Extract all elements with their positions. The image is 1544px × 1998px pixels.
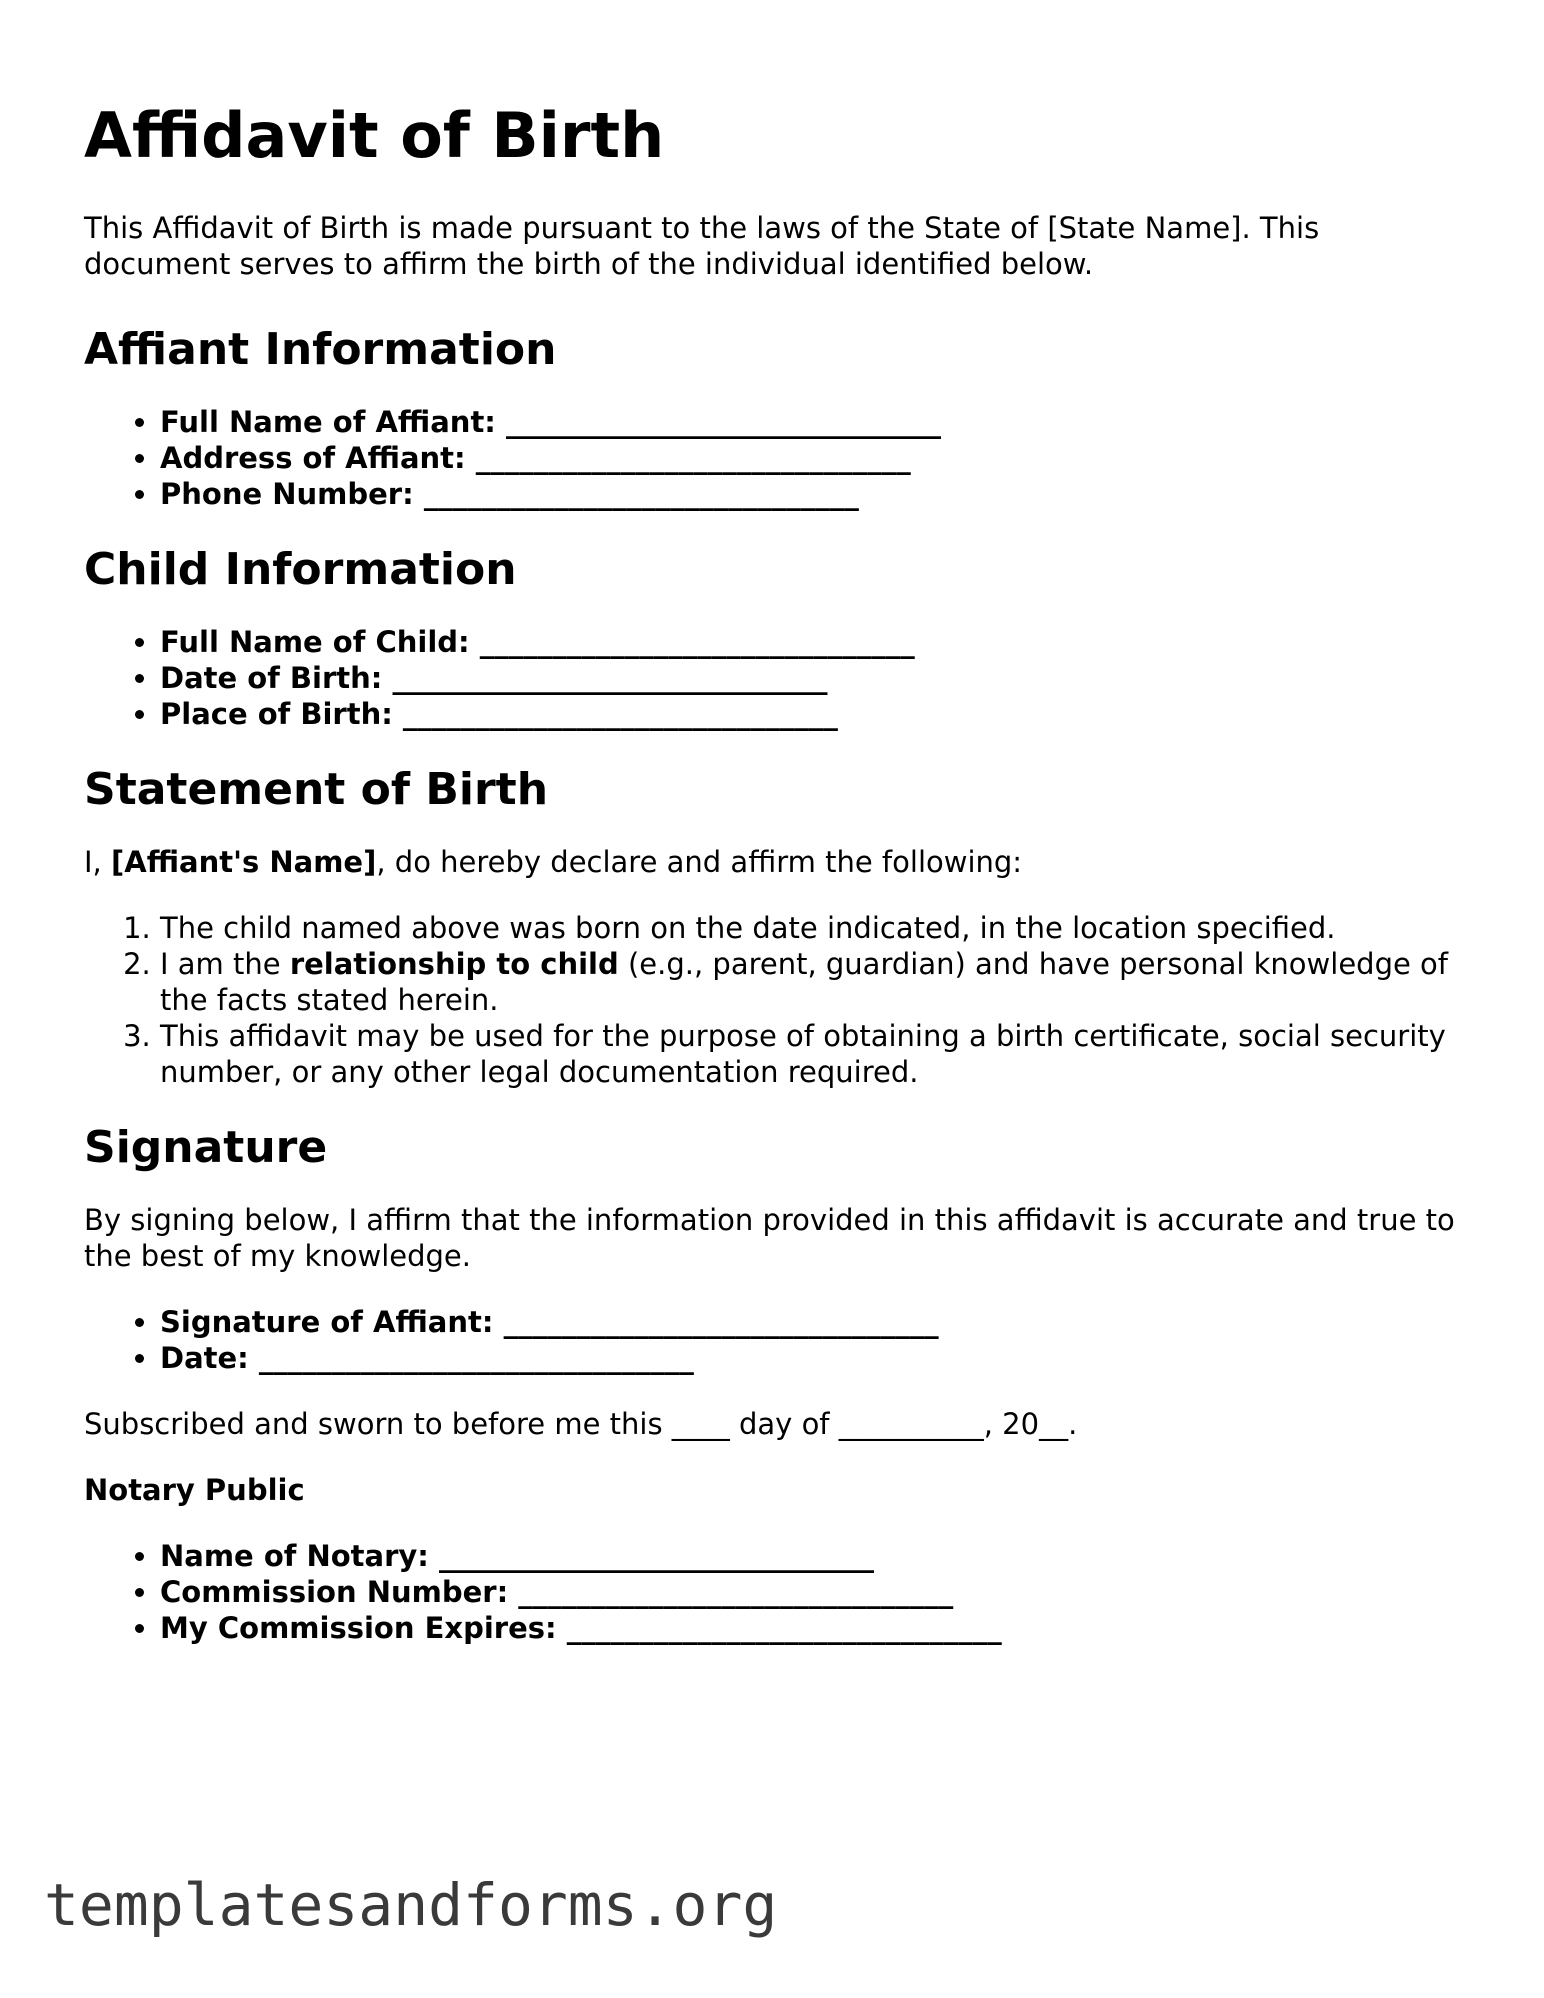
blank-line: ______________________________ [518, 1575, 954, 1609]
signature-date-field [160, 1340, 1464, 1376]
field-label: Date of Birth: [160, 661, 383, 695]
commission-number-field [160, 1574, 1464, 1610]
blank-line: ______________________________ [392, 661, 828, 695]
affiant-information-heading: Affiant Information [84, 324, 557, 375]
affiant-full-name-field [160, 404, 1464, 440]
sworn-statement: Subscribed and sworn to before me this ____ day of __________, 20__. [84, 1407, 1078, 1441]
blank-line: ______________________________ [503, 1305, 939, 1339]
declaration-paragraph [84, 844, 1464, 880]
blank-line: ______________________________ [258, 1341, 694, 1375]
child-information-heading: Child Information [84, 544, 517, 595]
intro-paragraph: This Affidavit of Birth is made pursuant to the laws of the State of [State Name]. This document serves to affirm the birth of the individual identified below. [84, 211, 1320, 281]
blank-line: ______________________________ [475, 441, 911, 475]
field-label: Date: [160, 1341, 249, 1375]
affiant-fields-list [84, 404, 1464, 512]
declaration-suffix: , do hereby declare and affirm the following: [376, 845, 1023, 879]
blank-line: ______________________________ [423, 477, 859, 511]
statement-of-birth-heading: Statement of Birth [84, 764, 549, 815]
statement-item: 1. The child named above was born on the date indicated, in the location specified. [160, 910, 1464, 946]
watermark-text: templatesandforms.org [44, 1871, 778, 1939]
blank-line: ______________________________ [439, 1539, 874, 1573]
notary-fields-list [84, 1538, 1464, 1646]
commission-expires-field [160, 1610, 1464, 1646]
field-label: Phone Number: [160, 477, 414, 511]
affiant-address-field [160, 440, 1464, 476]
child-date-of-birth-field [160, 660, 1464, 696]
declaration-prefix: I, [84, 845, 111, 879]
signature-of-affiant-field [160, 1304, 1464, 1340]
child-full-name-field [160, 624, 1464, 660]
child-fields-list [84, 624, 1464, 732]
statement-items-list [84, 910, 1464, 1090]
field-label: Signature of Affiant: [160, 1305, 494, 1339]
notary-public-heading: Notary Public [84, 1473, 305, 1507]
blank-line: ______________________________ [479, 625, 915, 659]
affiant-phone-field [160, 476, 1464, 512]
statement-item: 3. This affidavit may be used for the purpose of obtaining a birth certificate, social security number, or any other legal documentation required. [160, 1018, 1464, 1090]
signature-statement: By signing below, I affirm that the information provided in this affidavit is accurate and true to the best of my knowledge. [84, 1203, 1455, 1273]
blank-line: ______________________________ [566, 1611, 1002, 1645]
field-label: Place of Birth: [160, 697, 393, 731]
signature-heading: Signature [84, 1122, 328, 1173]
statement-text: I am the [160, 947, 290, 981]
blank-line: ______________________________ [506, 405, 942, 439]
field-label: Name of Notary: [160, 1539, 429, 1573]
field-label: Full Name of Affiant: [160, 405, 496, 439]
field-label: Address of Affiant: [160, 441, 466, 475]
field-label: Commission Number: [160, 1575, 509, 1609]
signature-fields-list [84, 1304, 1464, 1376]
child-place-of-birth-field [160, 696, 1464, 732]
statement-item [160, 946, 1464, 1018]
notary-name-field [160, 1538, 1464, 1574]
field-label: Full Name of Child: [160, 625, 470, 659]
statement-text: (e.g., parent, guardian) and have personal knowledge of the facts stated herein. [160, 947, 1448, 1017]
blank-line: ______________________________ [402, 697, 838, 731]
document-page [84, 96, 1464, 1676]
relationship-placeholder: relationship to child [289, 947, 619, 981]
document-title: Affidavit of Birth [84, 99, 665, 172]
affiant-name-placeholder: [Affiant's Name] [111, 845, 377, 879]
field-label: My Commission Expires: [160, 1611, 557, 1645]
